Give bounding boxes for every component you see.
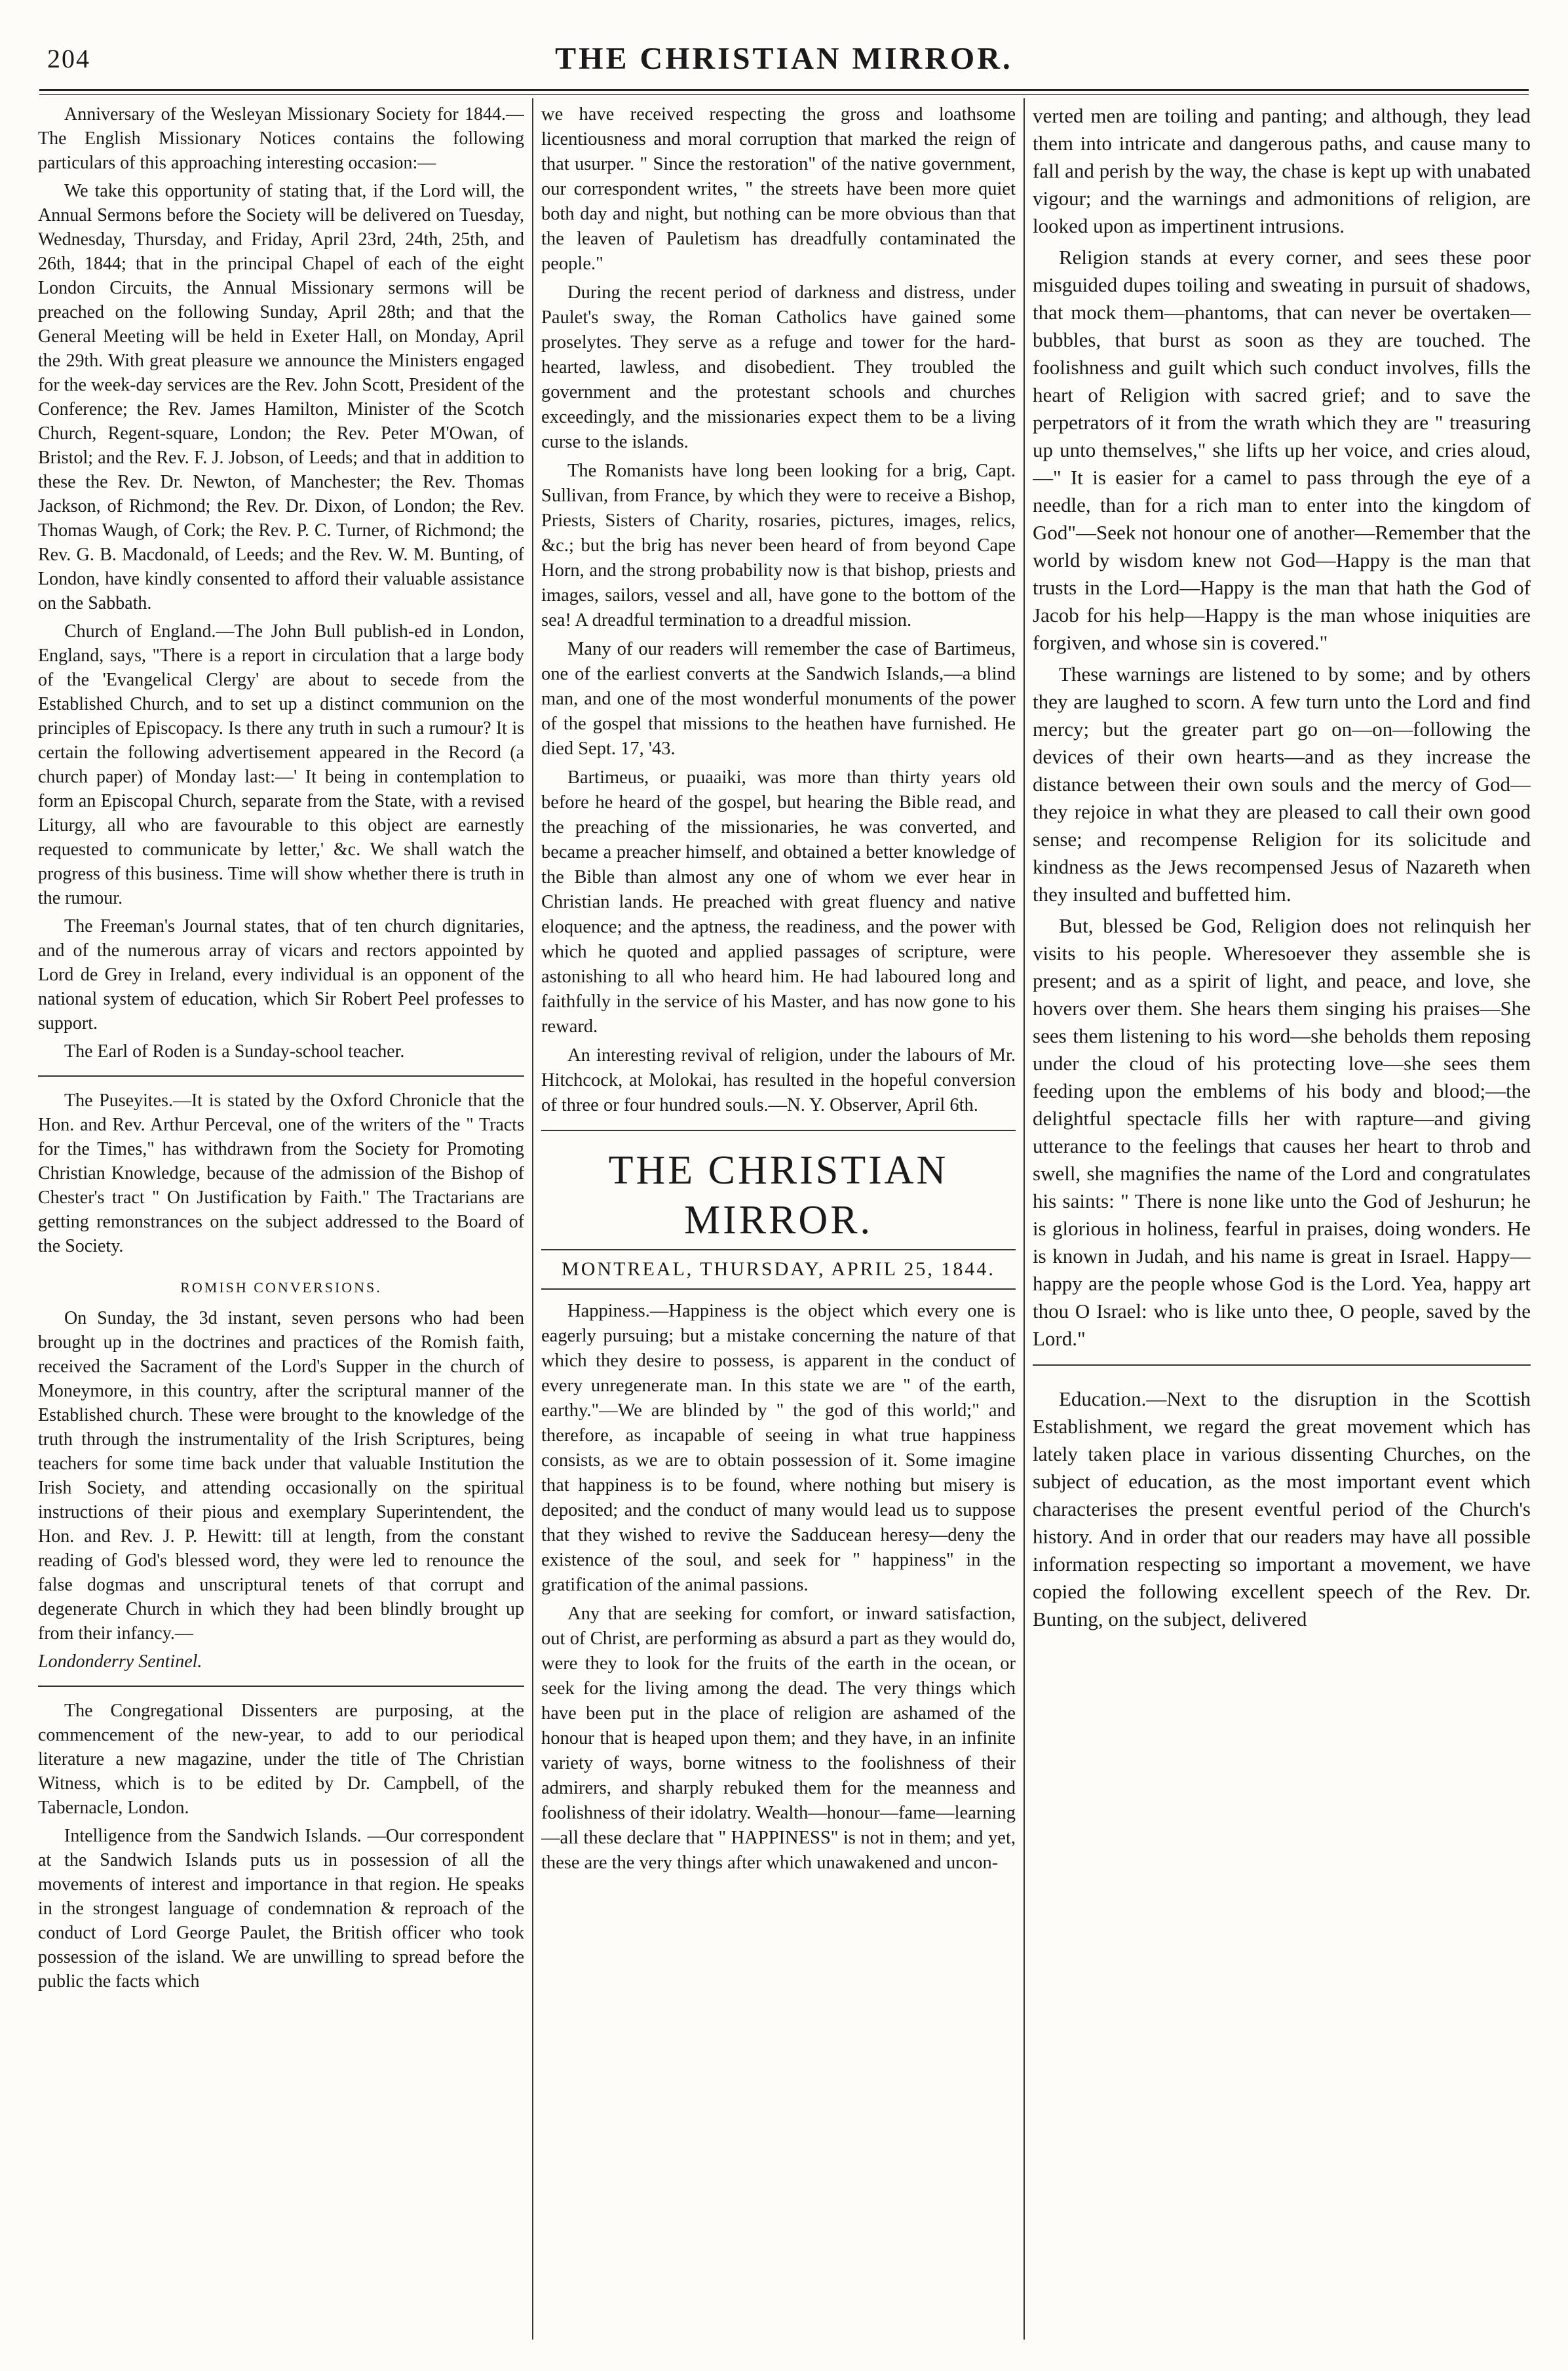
article-happiness-conclusion: verted men are toiling and panting; and although, they lead them into intricate and dangerous paths, and cause many to fall and perish by the way, the chase is kept up with unabated vigour; and the warnings and admonitions of religion, are looked upon as impertinent intrusions. (1033, 104, 1531, 237)
article-sandwich-islands: Intelligence from the Sandwich Islands. —Our correspondent at the Sandwich Islands puts us in possession of all the movements of interest and importance in that region. He speaks in the strongest language of condemnation & reproach of the conduct of Lord George Paulet, the British officer who took possession of the island. We are unwilling to spread before the public the facts which (38, 1826, 524, 1992)
article-puseyites: The Puseyites.—It is stated by the Oxford Chronicle that the Hon. and Rev. Arthur Perceval, one of the writers of the " Tracts for the Times," has withdrawn from the Society for Promoting Christian Knowledge, because of the admission of the Bishop of Chester's tract " On Justification by Faith." The Tractarians are getting remonstrances on the subject addressed to the Board of the Society. (38, 1090, 524, 1256)
article-wesleyan-intro: Anniversary of the Wesleyan Missionary Society for 1844.—The English Missionary Notices contains the following particulars of this approaching interesting occasion:— (38, 104, 524, 173)
article-romish-conversions: On Sunday, the 3d instant, seven persons who had been brought up in the doctrines and practices of the Romish faith, received the Sacrament of the Lord's Supper in the church of Moneymore, in this country, after the scriptural manner of the Established church. These were brought to the knowledge of the truth through the instrumentality of the Irish Scriptures, being teachers for some time back under that valuable Institution the Irish Society, and attending occasionally on the spiritual instructions of their pious and exemplary Superintendent, the Hon. and Rev. J. P. Hewitt: till at length, from the constant reading of God's blessed word, they were led to renounce the false dogmas and unscriptural tenets of that corrupt and degenerate Church in which they had been blindly brought up from their infancy.— (38, 1308, 524, 1644)
source-signature: Londonderry Sentinel. (38, 1651, 202, 1672)
article-congregational-dissenters: The Congregational Dissenters are purposing, at the commencement of the new-year, to add to our periodical literature a new magazine, under the title of The Christian Witness, which is to be edited by Dr. Campbell, of the Tabernacle, London. (38, 1701, 524, 1818)
article-romanists-brig: The Romanists have long been looking for a brig, Capt. Sullivan, from France, by which they were to receive a Bishop, Priests, Sisters of Charity, rosaries, pictures, images, relics, &c.; but the brig has never been heard of from beyond Cape Horn, and the strong probability now is that bishop, priests and images, sailors, vessel and all, have gone to the bottom of the sea! A dreadful termination to a dreadful mission. (541, 461, 1016, 630)
column-1 (38, 102, 524, 2324)
article-earl-of-roden: The Earl of Roden is a Sunday-school teacher. (64, 1041, 405, 1062)
article-separator (1033, 1364, 1531, 1366)
masthead-date: MONTREAL, THURSDAY, APRIL 25, 1844. (541, 1249, 1016, 1290)
masthead-rule (541, 1130, 1016, 1131)
article-romanists-proselytes: During the recent period of darkness and distress, under Paulet's sway, the Roman Catholics have gained some proselytes. They serve as a refuge and tower for the hard-hearted, lawless, and disobedient. They troubled the government and the protestant schools and churches exceedingly, and the missionaries expect them to be a living curse to the islands. (541, 282, 1016, 452)
article-sandwich-islands-cont: we have received respecting the gross and loathsome licentiousness and moral corruption that marked the reign of that usurper. " Since the restoration" of the native government, our correspondent writes, " the streets have been more quiet both day and night, but nothing can be more obvious than that the leaven of Pauletism has dreadfully contaminated the people." (541, 104, 1016, 274)
column-divider (1023, 98, 1025, 2340)
column-2 (541, 102, 1016, 2324)
article-bartimeus-intro: Many of our readers will remember the case of Bartimeus, one of the earliest converts at the Sandwich Islands,—a blind man, and one of the most wonderful monuments of the power of the gospel that missions to the heathen have furnished. He died Sept. 17, '43. (541, 639, 1016, 759)
column-divider (532, 98, 533, 2340)
article-molokai-revival: An interesting revival of religion, under the labours of Mr. Hitchcock, at Molokai, has resulted in the hopeful conversion of three or four hundred souls.—N. Y. Observer, April 6th. (541, 1045, 1016, 1115)
article-separator (38, 1075, 524, 1077)
article-warnings: These warnings are listened to by some; and by others they are laughed to scorn. A few turn unto the Lord and find mercy; but the greater part go on—on—following the devices of their own hearts—and as they increase the distance between their own souls and the mercy of God—they rejoice in what they are pleased to call their own good sense; and recompense Religion for its solicitude and kindness as the Jews recompensed Jesus of Nazareth when they insulted and buffetted him. (1033, 663, 1531, 906)
article-happiness: Happiness.—Happiness is the object which every one is eagerly pursuing; but a mistake concerning the nature of that which they desire to possess, is apparent in the conduct of every unregenerate man. In this state we are " of the earth, earthy."—We are blinded by " the god of this world;" and therefore, as incapable of seeing in what true happiness consists, as we are to obtain possession of it. Some imagine that happiness is to be found, where nothing but misery is deposited; and the conduct of many would lead us to suppose that they wished to revive the Sadducean heresy—deny the existence of the soul, and seek for " happiness" in the gratification of the animal passions. (541, 1301, 1016, 1595)
article-happiness-cont: Any that are seeking for comfort, or inward satisfaction, out of Christ, are performing as absurd a part as they would do, were they to look for the fruits of the earth in the ocean, or seek for the living among the dead. The very things which have been put in the place of religion are ashamed of the honour that is heaped upon them; and they have, in an infinite variety of ways, borne witness to the foolishness of their admirers, and sharply rebuked them for the meanness and foolishness of their idolatry. Wealth—honour—fame—learning—all these declare that " HAPPINESS" is not in them; and yet, these are the very things after which unawakened and uncon- (541, 1604, 1016, 1873)
running-head: THE CHRISTIAN MIRROR. (555, 41, 1013, 76)
article-bartimeus-body: Bartimeus, or puaaiki, was more than thirty years old before he heard of the gospel, but hearing the Bible read, and the preaching of the missionaries, he was converted, and became a preacher himself, and obtained a better knowledge of the Bible than almost any one of whom we ever hear in Christian lands. He preached with great fluency and native eloquence; and the aptness, the readiness, and the power with which he quoted and applied passages of scripture, were astonishing to all who heard him. He had laboured long and faithfully in the service of his Master, and has now gone to his reward. (541, 767, 1016, 1037)
column-3 (1033, 102, 1531, 2324)
masthead-title: THE CHRISTIAN MIRROR. (608, 1148, 949, 1243)
article-freemans-journal: The Freeman's Journal states, that of ten church dignitaries, and of the numerous array of vicars and rectors appointed by Lord de Grey in Ireland, every individual is an opponent of the national system of education, which Sir Robert Peel professes to support. (38, 916, 524, 1033)
article-blessed-be-god: But, blessed be God, Religion does not relinquish her visits to his people. Wheresoever they assemble she is present; and as a spirit of light, and peace, and love, she hovers over them. She hears them singing his praises—She sees them listening to his word—she beholds them reposing under the cloud of his protecting love—she sees them feeding upon the emblems of his body and blood;—the delightful spectacle fills her with rapture—and giving utterance to the feelings that causes her heart to throb and swell, she magnifies the name of the Lord and congratulates his saints: " There is none like unto the God of Jeshurun; he is glorious in holiness, fearful in praises, doing wonders. He is known in Judah, and his name is great in Israel. Happy—happy are the people whose God is the Lord. Yea, happy art thou O Israel: who is like unto thee, O people, saved by the Lord." (1033, 914, 1531, 1350)
page-number: 204 (47, 44, 90, 73)
section-heading-romish-conversions: ROMISH CONVERSIONS. (180, 1279, 382, 1296)
article-education: Education.—Next to the disruption in the Scottish Establishment, we regard the great movement which has lately taken place in various dissenting Churches, on the subject of education, as the most important event which characterises the present eventful period of the Church's history. And in order that our readers may have all possible information respecting so important a movement, we have copied the following excellent speech of the Rev. Dr. Bunting, on the subject, delivered (1033, 1387, 1531, 1630)
article-religion-stands: Religion stands at every corner, and sees these poor misguided dupes toiling and sweating in pursuit of shadows, that mock them—phantoms, that can never be overtaken—bubbles, that burst as soon as they are touched. The foolishness and guilt which such conduct involves, fills the heart of Religion with sacred grief; and to save the perpetrators of it from the wrath which they are " treasuring up unto themselves," she lifts up her voice, and cries aloud,—" It is easier for a camel to pass through the eye of a needle, than for a rich man to enter into the kingdom of God"—Seek not honour one of another—Remember that the world by wisdom knew not God—Happy is the man that trusts in the Lord—Happy is the man that hath the God of Jacob for his help—Happy is the man whose iniquities are forgiven, and whose sin is covered." (1033, 246, 1531, 654)
article-church-of-england: Church of England.—The John Bull publish-ed in London, England, says, "There is a report in circulation that a large body of the 'Evangelical Clergy' are about to secede from the Established Church, and to set up a distinct communion on the principles of Episcopacy. Is there any truth in such a rumour? It is certain the following advertisement appeared in the Record (a church paper) of Monday last:—' It being in contemplation to form an Episcopal Church, separate from the State, with a revised Liturgy, all who are favourable to this object are earnestly requested to communicate by letter,' &c. We shall watch the progress of this business. Time will show whether there is truth in the rumour. (38, 621, 524, 908)
header-rule (39, 89, 1529, 95)
article-separator (38, 1686, 524, 1687)
article-wesleyan-body: We take this opportunity of stating that, if the Lord will, the Annual Sermons before the Society will be delivered on Tuesday, Wednesday, Thursday, and Friday, April 23rd, 24th, 25th, and 26th, 1844; that in the principal Chapel of each of the eight London Circuits, the Annual Missionary sermons will be preached on the following Sunday, April 28th; and that the General Meeting will be held in Exeter Hall, on Monday, April the 29th. With great pleasure we announce the Ministers engaged for the week-day services are the Rev. John Scott, President of the Conference; the Rev. James Hamilton, Minister of the Scotch Church, Regent-square, London; the Rev. Peter M'Owan, of Bristol; and the Rev. F. J. Jobson, of Leeds; and that in addition to these the Rev. Dr. Newton, of Manchester; the Rev. Thomas Jackson, of Richmond; the Rev. Dr. Dixon, of London; the Rev. Thomas Waugh, of Cork; the Rev. P. C. Turner, of Richmond; the Rev. G. B. Macdonald, of Leeds; and the Rev. W. M. Bunting, of London, have kindly consented to afford their valuable assistance on the Sabbath. (38, 181, 524, 613)
